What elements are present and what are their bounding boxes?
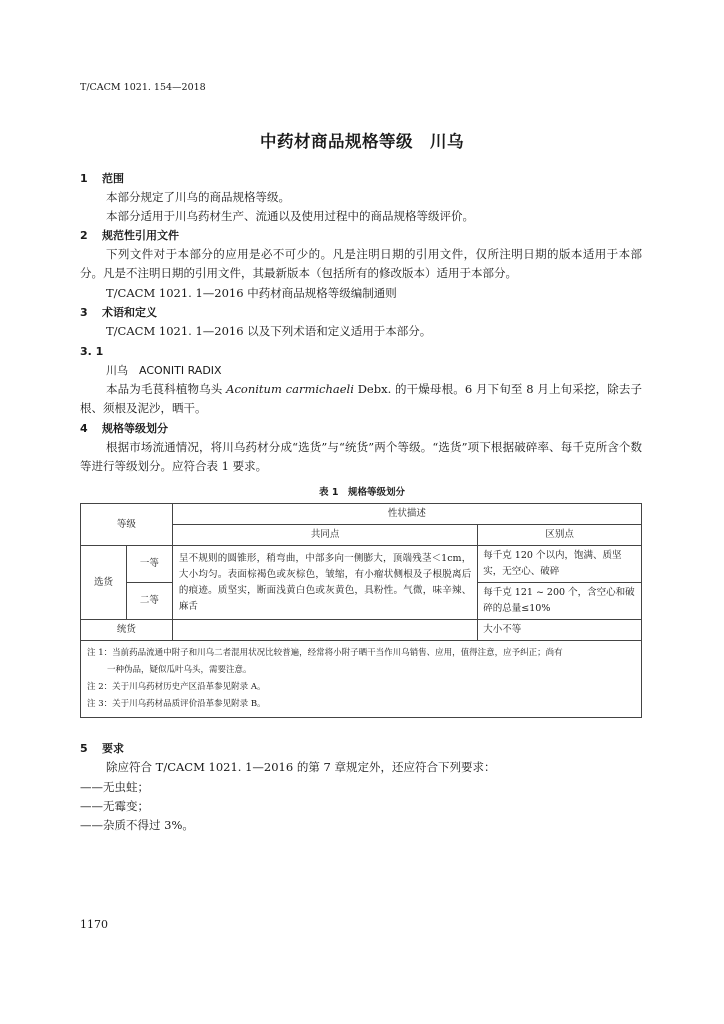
section-3-para-1: T/CACM 1021. 1—2016 以及下列术语和定义适用于本部分。 (106, 324, 432, 338)
note-2: 注 2：关于川乌药材历史产区沿革参见附录 A。 (87, 682, 266, 692)
term-name: 川乌 ACONITI RADIX (106, 364, 222, 377)
note-1: 注 1：当前药品流通中附子和川乌二者混用状况比较普遍，经常将小附子晒干当作川乌销售、应用，值得注意，应予纠正；尚有 (87, 648, 563, 658)
section-5-number: 5 (80, 742, 88, 755)
cell-ungraded-common (172, 620, 477, 641)
definition-suffix: Debx. 的干燥母根。6 月下旬至 8 月上旬采挖，除去子根、须根及泥沙，晒干。 (80, 382, 643, 415)
section-5-para-1: 除应符合 T/CACM 1021. 1—2016 的第 7 章规定外，还应符合下列要求： (106, 760, 496, 774)
note-1-continued: 一种伪品，疑似瓜叶乌头，需要注意。 (107, 665, 252, 675)
section-1-heading (80, 169, 124, 188)
section-1-number: 1 (80, 172, 88, 185)
header-common: 共同点 (172, 525, 477, 546)
cell-first-grade: 一等 (126, 546, 172, 583)
standard-number: T/CACM 1021. 154—2018 (80, 82, 206, 93)
table-notes (81, 641, 642, 718)
term-definition (80, 380, 642, 418)
section-1-para-2: 本部分适用于川乌药材生产、流通以及使用过程中的商品规格等级评价。 (106, 209, 474, 223)
section-1-para-1: 本部分规定了川乌的商品规格等级。 (106, 190, 290, 204)
cell-second-difference: 每千克 121 ~ 200 个，含空心和破碎的总量≤10% (478, 583, 642, 620)
cell-ungraded: 统货 (81, 620, 173, 641)
section-4-para-1: 根据市场流通情况，将川乌药材分成“选货”与“统货”两个等级。“选货”项下根据破碎率、每千克所含个数等进行等级划分。应符合表 1 要求。 (80, 440, 642, 473)
header-description: 性状描述 (172, 504, 641, 525)
section-1-title: 范围 (102, 172, 124, 185)
section-2-number: 2 (80, 229, 88, 242)
section-5-title: 要求 (102, 742, 124, 755)
cell-first-difference: 每千克 120 个以内，饱满、质坚实，无空心、破碎 (478, 546, 642, 583)
section-2-heading (80, 226, 179, 245)
section-3-number: 3 (80, 306, 88, 319)
section-4-heading (80, 419, 168, 438)
section-2-title: 规范性引用文件 (102, 229, 179, 242)
requirement-item: ——无虫蛀； (80, 780, 149, 794)
cell-second-grade: 二等 (126, 583, 172, 620)
subsection-3-1-number: 3. 1 (80, 345, 104, 358)
section-4-title: 规格等级划分 (102, 422, 168, 435)
requirement-item: ——杂质不得过 3%。 (80, 818, 194, 832)
header-grade: 等级 (81, 504, 173, 546)
definition-prefix: 本品为毛茛科植物乌头 (106, 382, 227, 396)
section-3-heading (80, 303, 157, 322)
section-5-heading (80, 739, 124, 758)
cell-ungraded-difference: 大小不等 (478, 620, 642, 641)
note-3: 注 3：关于川乌药材品质评价沿革参见附录 B。 (87, 699, 266, 709)
section-3-title: 术语和定义 (102, 306, 157, 319)
latin-name: Aconitum carmichaeli (226, 382, 354, 396)
header-difference: 区别点 (478, 525, 642, 546)
table-caption: 表 1 规格等级划分 (319, 487, 405, 498)
grade-table (80, 503, 642, 718)
cell-common-features: 呈不规则的圆锥形，稍弯曲，中部多向一侧膨大，顶端残茎＜1cm，大小均匀。表面棕褐色或灰棕色，皱缩，有小瘤状侧根及子根脱离后的痕迹。质坚实，断面浅黄白色或灰黄色，具粉性。气微，味辛辣、麻舌 (172, 546, 477, 620)
page-title: 中药材商品规格等级 川乌 (260, 132, 464, 151)
cell-selected: 选货 (81, 546, 127, 620)
section-2-para-1: 下列文件对于本部分的应用是必不可少的。凡是注明日期的引用文件，仅所注明日期的版本适用于本部分。凡是不注明日期的引用文件，其最新版本（包括所有的修改版本）适用于本部分。 (80, 247, 642, 280)
section-2-reference: T/CACM 1021. 1—2016 中药材商品规格等级编制通则 (106, 286, 397, 300)
section-4-number: 4 (80, 422, 88, 435)
page-number: 1170 (80, 918, 108, 931)
requirement-item: ——无霉变； (80, 799, 149, 813)
